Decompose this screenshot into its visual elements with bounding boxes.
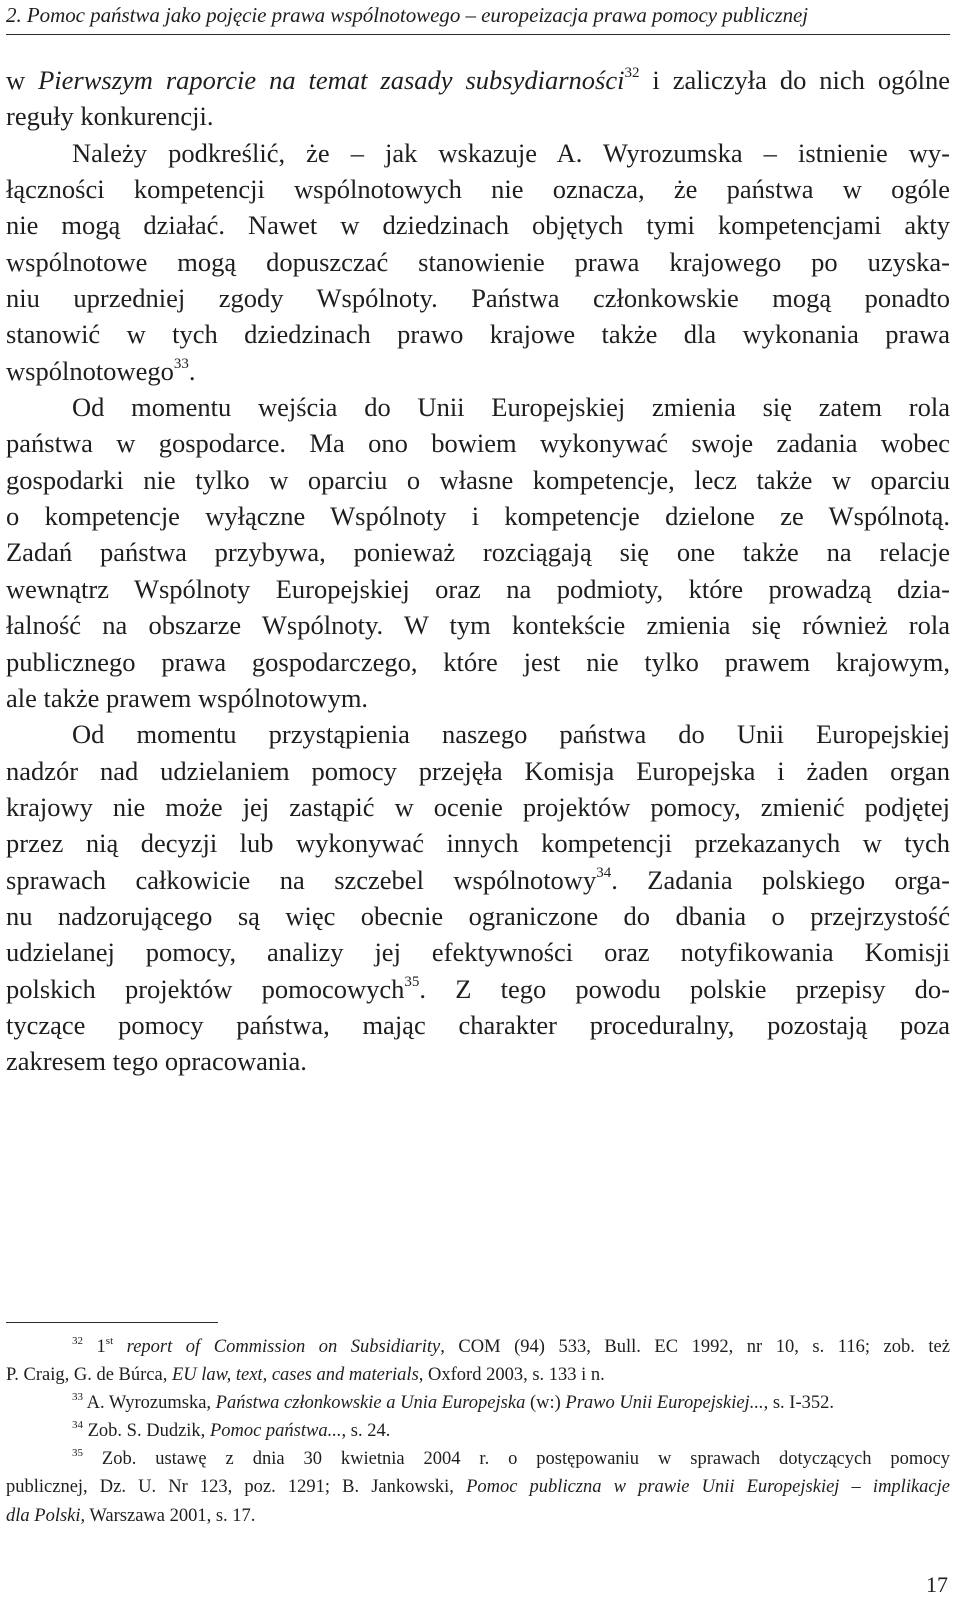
footnote-33 (6, 1389, 950, 1417)
text-run: i zaliczyła do nich ogólne (639, 65, 950, 95)
text-run: Zob. ustawę z dnia 30 kwietnia 2004 r. o postępowaniu w sprawach dotyczących pomocy (83, 1449, 950, 1470)
text-run: w (6, 65, 39, 95)
footnote-number: 32 (72, 1334, 83, 1347)
footnote-ref-33: 33 (173, 355, 189, 372)
text-run: polskich projektów pomocowych (6, 973, 405, 1004)
text-run: . Zadania polskiego orga- (611, 864, 950, 895)
text-line: nie mogą działać. Nawet w dziedzinach objętych tymi kompetencjami akty (6, 210, 950, 241)
footnote-34 (6, 1417, 950, 1445)
text-line (6, 62, 950, 98)
footnote-ref-34: 34 (596, 864, 612, 881)
text-run: publicznej, Dz. U. Nr 123, poz. 1291; B. Jankowski, (6, 1477, 467, 1498)
text-line: stanowić w tych dziedzinach prawo krajowe także dla wykonania prawa (6, 319, 950, 350)
italic-title: dla Polski (6, 1505, 81, 1526)
text-run: A. Wyrozumska, (83, 1393, 216, 1414)
italic-title: report of Commission on Subsidiarity (113, 1337, 441, 1357)
text-run: . Z tego powodu polskie przepisy do- (419, 973, 950, 1004)
text-run: , Oxford 2003, s. 133 i n. (418, 1365, 605, 1386)
text-run: Należy podkreślić, że – jak wskazuje A. Wyrozumska – istnienie wy- (72, 137, 950, 168)
text-line: niu uprzedniej zgody Wspólnoty. Państwa członkowskie mogą ponadto (6, 283, 950, 314)
text-line: reguły konkurencji. (6, 101, 214, 132)
footnote-rule (6, 1322, 218, 1323)
footnote-number: 35 (72, 1447, 83, 1460)
text-line: wewnątrz Wspólnoty Europejskiej oraz na podmioty, które prowadzą dzia- (6, 573, 950, 604)
footnote-ref-35: 35 (404, 973, 420, 990)
text-line: zakresem tego opracowania. (6, 1046, 307, 1077)
text-run: , s. 24. (341, 1421, 391, 1442)
text-run: Zob. S. Dudzik, (83, 1421, 210, 1442)
text-run: (w:) (525, 1393, 566, 1414)
text-line (6, 971, 950, 1007)
footnote-32 (6, 1333, 950, 1361)
italic-title: EU law, text, cases and materials (171, 1365, 419, 1386)
text-line: krajowy nie może jej zastąpić w ocenie projektów pomocy, zmienić podjętej (6, 791, 950, 822)
text-line: nu nadzorującego są więc obecnie ograniczone do dbania o przejrzystość (6, 900, 950, 931)
text-line: łączności kompetencji wspólnotowych nie oznacza, że państwa w ogóle (6, 174, 950, 205)
text-line: o kompetencje wyłączne Wspólnoty i kompetencje dzielone ze Wspólnotą. (6, 501, 950, 532)
text-line: nadzór nad udzielaniem pomocy przejęła Komisja Europejska i żaden organ (6, 755, 950, 786)
header-rule (6, 34, 950, 35)
text-run: , COM (94) 533, Bull. EC 1992, nr 10, s. 116; zob. też (440, 1337, 950, 1357)
footnote-32-continued (6, 1361, 950, 1389)
body-text (6, 62, 950, 1080)
text-run: 1 (83, 1337, 106, 1357)
text-run: Od momentu wejścia do Unii Europejskiej zmienia się zatem rola (72, 392, 950, 423)
text-line: łalność na obszarze Wspólnoty. W tym kontekście zmienia się również rola (6, 610, 950, 641)
text-run: P. Craig, G. de Búrca, (6, 1365, 172, 1386)
footnotes (6, 1333, 950, 1530)
text-run: , s. I-352. (763, 1393, 834, 1414)
italic-title: Prawo Unii Europejskiej... (565, 1393, 764, 1414)
text-line: tyczące pomocy państwa, mając charakter proceduralny, pozostają poza (6, 1009, 950, 1040)
text-run: Od momentu przystąpienia naszego państwa do Unii Europejskiej (72, 719, 950, 750)
text-line: państwa w gospodarce. Ma ono bowiem wykonywać swoje zadania wobec (6, 428, 950, 459)
text-run: wspólnotowego (6, 355, 174, 386)
text-line: ale także prawem wspólnotowym. (6, 682, 369, 713)
text-run: . (188, 355, 196, 386)
footnote-number: 33 (72, 1391, 83, 1404)
text-run: sprawach całkowicie na szczebel wspólnotowy (6, 864, 597, 895)
text-line: wspólnotowe mogą dopuszczać stanowienie prawa krajowego po uzyska- (6, 246, 950, 277)
footnote-ref-32: 32 (624, 65, 640, 82)
ordinal-suffix: st (105, 1334, 114, 1347)
footnote-number: 34 (72, 1419, 83, 1432)
text-line: przez nią decyzji lub wykonywać innych kompetencji przekazanych w tych (6, 828, 950, 859)
text-line (6, 353, 950, 389)
italic-title: Pomoc publiczna w prawie Unii Europejskiej – implikacje (466, 1477, 950, 1498)
text-line (6, 862, 950, 898)
running-head: 2. Pomoc państwa jako pojęcie prawa wspólnotowego – europeizacja prawa pomocy publicznej (6, 3, 809, 27)
text-run: , Warszawa 2001, s. 17. (80, 1505, 256, 1526)
text-line: publicznego prawa gospodarczego, które jest nie tylko prawem krajowym, (6, 646, 950, 677)
paragraph-start (6, 716, 950, 752)
paragraph-start (6, 135, 950, 171)
text-line: Zadań państwa przybywa, ponieważ rozciągają się one także na relacje (6, 537, 950, 568)
text-line: gospodarki nie tylko w oparciu o własne kompetencje, lecz także w oparciu (6, 464, 950, 495)
paragraph-start (6, 389, 950, 425)
page-number: 17 (926, 1572, 948, 1597)
text-line: udzielanej pomocy, analizy jej efektywności oraz notyfikowania Komisji (6, 937, 950, 968)
footnote-35-continued (6, 1473, 950, 1501)
italic-title: Pomoc państwa... (209, 1421, 342, 1442)
footnote-35 (6, 1445, 950, 1473)
footnote-35-continued (6, 1502, 950, 1530)
italic-title: Państwa członkowskie a Unia Europejska (215, 1393, 526, 1414)
italic-title: Pierwszym raporcie na temat zasady subsydiarności (38, 65, 625, 95)
